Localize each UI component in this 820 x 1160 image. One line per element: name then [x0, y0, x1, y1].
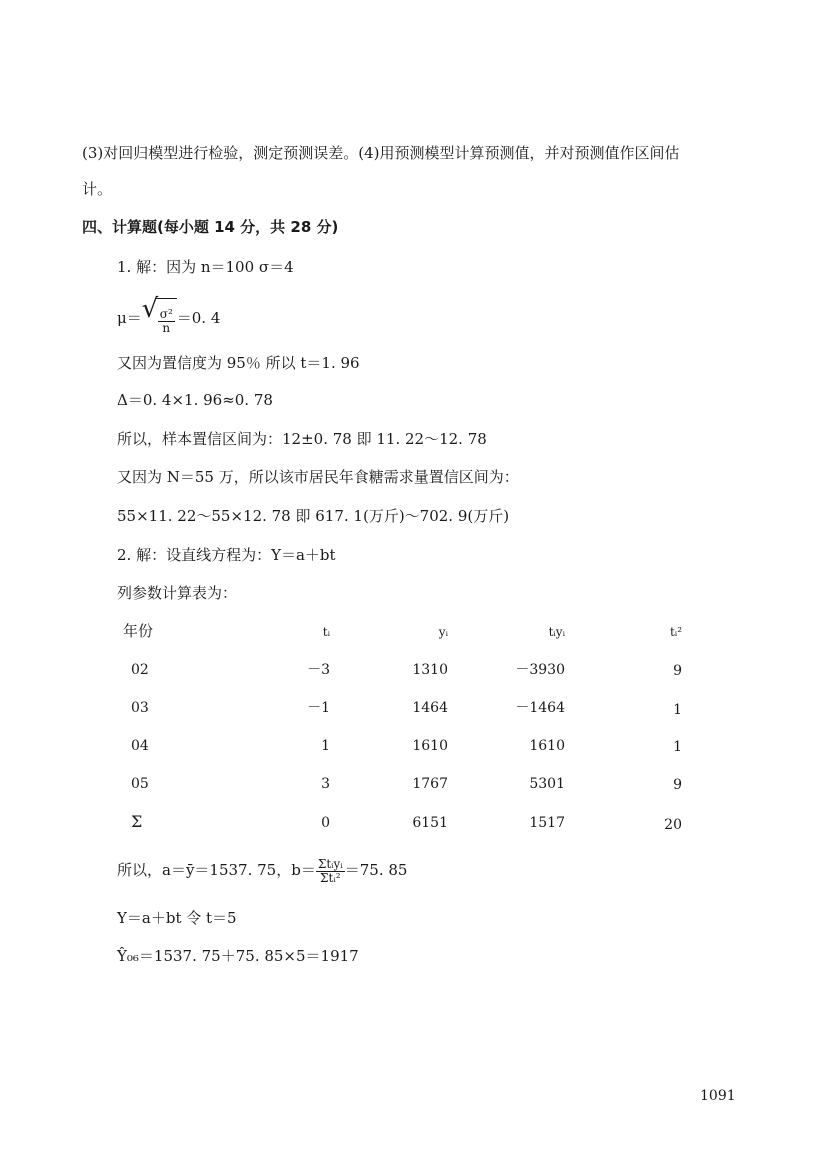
- mu-numerator: σ²: [159, 306, 173, 321]
- b-denominator: Σtᵢ²: [320, 870, 341, 885]
- table-cell: 0: [321, 815, 330, 831]
- q2-forecast-line: Ŷ₀₆＝1537. 75＋75. 85×5＝1917: [117, 947, 359, 965]
- table-cell: 1517: [529, 815, 565, 831]
- table-cell: 04: [131, 738, 149, 754]
- mu-denominator: n: [162, 320, 171, 335]
- q1-line-1: 1. 解：因为 n＝100 σ＝4: [117, 258, 294, 276]
- b-numerator: Σtᵢyᵢ: [317, 856, 343, 871]
- mu-prefix: μ＝: [117, 309, 142, 327]
- b-fraction: [316, 858, 345, 885]
- table-cell: 9: [673, 777, 682, 793]
- table-cell: 3: [321, 776, 330, 792]
- table-header-t: tᵢ: [322, 625, 330, 639]
- table-cell: 03: [131, 700, 149, 716]
- table-cell: 1: [321, 738, 330, 754]
- table-cell: 1767: [412, 776, 448, 792]
- intro-line-2: 计。: [82, 180, 113, 198]
- q1-line-6: 又因为 N＝55 万，所以该市居民年食糖需求量置信区间为：: [117, 468, 519, 486]
- table-cell: 5301: [529, 776, 565, 792]
- q1-mu-formula: [117, 294, 221, 340]
- q1-line-4: Δ＝0. 4×1. 96≈0. 78: [117, 391, 273, 409]
- table-header-t2: tᵢ²: [669, 625, 682, 639]
- q1-line-3: 又因为置信度为 95％ 所以 t＝1. 96: [117, 354, 360, 372]
- table-cell: 1: [673, 739, 682, 755]
- table-cell: 1: [673, 702, 682, 718]
- table-cell: －1: [307, 700, 330, 716]
- radical-sign: √: [141, 294, 159, 324]
- q2-result-formula: [117, 850, 407, 890]
- mu-fraction: [158, 308, 175, 335]
- table-cell: 20: [664, 817, 682, 833]
- page-number: 1091: [700, 1088, 736, 1104]
- intro-line-1: (3)对回归模型进行检验，测定预测误差。(4)用预测模型计算预测值，并对预测值作区间估: [82, 144, 680, 162]
- table-cell: 1310: [412, 662, 448, 678]
- table-cell-sum: Σ: [131, 812, 143, 831]
- result-suffix: ＝75. 85: [344, 861, 408, 879]
- table-header-y: yᵢ: [438, 625, 448, 639]
- result-prefix: 所以，a＝ȳ＝1537. 75，b＝: [117, 861, 316, 879]
- table-cell: －1464: [515, 700, 565, 716]
- table-cell: 6151: [412, 815, 448, 831]
- table-header-year: 年份: [123, 622, 154, 640]
- table-cell: －3: [307, 662, 330, 678]
- table-cell: 1610: [412, 738, 448, 754]
- mu-result: ＝0. 4: [176, 309, 221, 327]
- sqrt-expression: [141, 294, 177, 340]
- q2-model-line: Y＝a＋bt 令 t＝5: [117, 909, 237, 927]
- table-header-ty: tᵢyᵢ: [548, 625, 565, 639]
- q1-line-7: 55×11. 22～55×12. 78 即 617. 1(万斤)～702. 9(万斤): [117, 507, 510, 525]
- table-cell: 1610: [529, 738, 565, 754]
- q2-line-2: 列参数计算表为：: [117, 584, 238, 602]
- q2-line-1: 2. 解：设直线方程为：Y＝a＋bt: [117, 546, 336, 564]
- q1-line-5: 所以，样本置信区间为：12±0. 78 即 11. 22～12. 78: [117, 430, 487, 448]
- table-cell: 1464: [412, 700, 448, 716]
- table-cell: 9: [673, 663, 682, 679]
- table-cell: －3930: [515, 662, 565, 678]
- section-heading: 四、计算题(每小题 14 分，共 28 分): [82, 218, 339, 236]
- table-cell: 02: [131, 662, 149, 678]
- table-cell: 05: [131, 776, 149, 792]
